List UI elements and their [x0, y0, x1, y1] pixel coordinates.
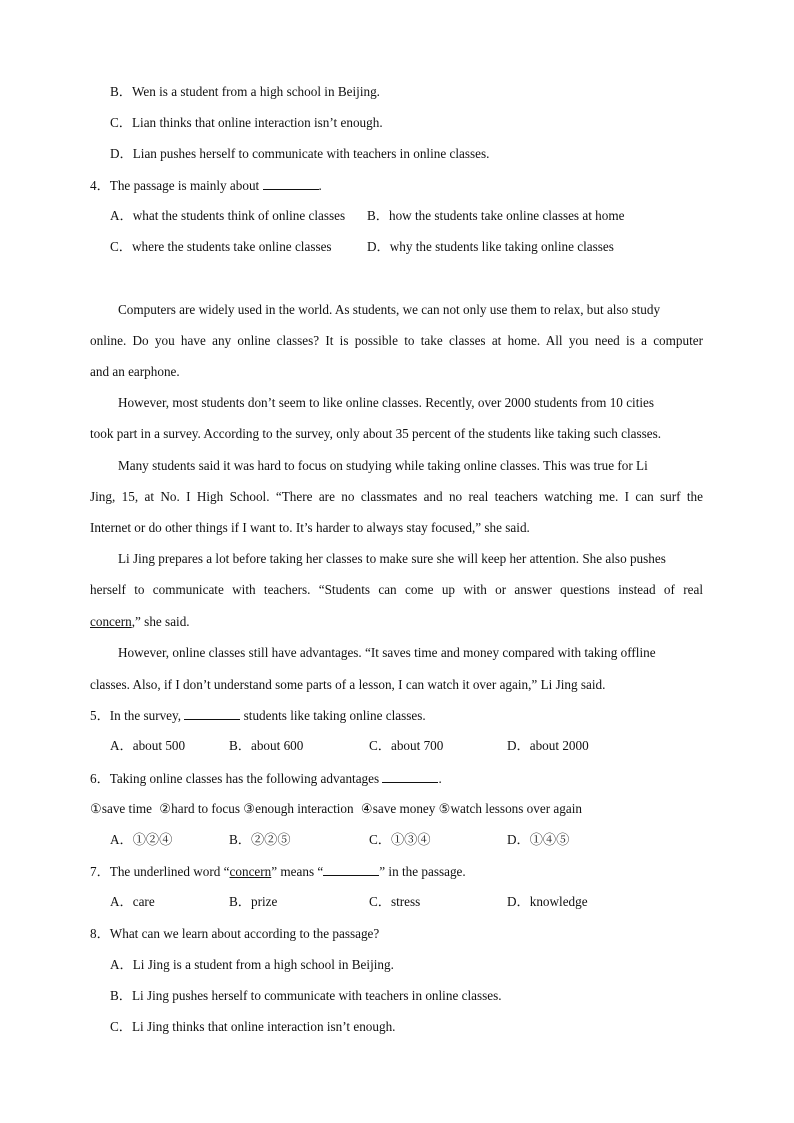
- option-text: Lian pushes herself to communicate with teachers in online classes.: [132, 146, 490, 161]
- choice-mark: ①: [90, 801, 102, 816]
- option-letter: D．: [507, 738, 530, 753]
- option-letter: D．: [367, 239, 390, 254]
- option-letter: B．: [110, 988, 132, 1003]
- q7-option-d: [507, 894, 588, 910]
- passage-p1-line2: online. Do you have any online classes? It is possible to take classes at home. All you need is a computer: [90, 333, 703, 348]
- option-text: about 600: [250, 738, 304, 753]
- passage-p4-line2: herself to communicate with teachers. “Students can come up with or answer questions instead of real: [90, 582, 703, 597]
- passage-p5-line2: classes. Also, if I don’t understand some parts of a lesson, I can watch it over again,” Li Jing said.: [90, 677, 606, 692]
- choice-text: save time: [101, 801, 152, 816]
- passage-text: ,” she said.: [131, 614, 190, 629]
- option-text: what the students think of online classes: [132, 208, 346, 223]
- q7-option-b: [229, 894, 277, 910]
- option-text: prize: [250, 894, 278, 909]
- option-text: Wen is a student from a high school in Beijing.: [131, 84, 380, 99]
- option-letter: A．: [110, 208, 133, 223]
- option-text: about 700: [390, 738, 444, 753]
- passage-p2-line1: However, most students don’t seem to like online classes. Recently, over 2000 students from 10 cities: [118, 395, 655, 410]
- option-letter: A．: [110, 832, 133, 847]
- underlined-word: concern: [90, 614, 132, 629]
- option-text: ②②⑤: [250, 832, 291, 847]
- q8-option-c: [110, 1019, 395, 1035]
- choice-text: hard to focus: [171, 801, 240, 816]
- option-text: Li Jing pushes herself to communicate with teachers in online classes.: [131, 988, 502, 1003]
- option-letter: C．: [369, 832, 391, 847]
- q5-option-c: [369, 738, 443, 754]
- choice-mark: ②: [159, 801, 172, 816]
- q6-option-c: [369, 832, 431, 848]
- passage-p4-line3: [90, 614, 190, 630]
- prev-option-c: [110, 115, 383, 131]
- question-number: 7．: [90, 864, 110, 879]
- passage-p3-line3: Internet or do other things if I want to. It’s harder to always stay focused,” she said.: [90, 520, 530, 535]
- prev-option-d: [110, 146, 489, 162]
- question-number: 4．: [90, 178, 110, 193]
- q5-option-d: [507, 738, 589, 754]
- passage-p5-line1: However, online classes still have advantages. “It saves time and money compared with taking offline: [118, 645, 656, 660]
- question-number: 6．: [90, 771, 110, 786]
- option-text: care: [132, 894, 155, 909]
- passage-p4-line1: Li Jing prepares a lot before taking her classes to make sure she will keep her attention. She also pushes: [118, 551, 666, 566]
- question-5-stem: [90, 707, 426, 724]
- option-text: stress: [390, 894, 421, 909]
- question-text: What can we learn about according to the passage?: [109, 926, 380, 941]
- option-text: how the students take online classes at home: [388, 208, 625, 223]
- option-letter: C．: [110, 1019, 132, 1034]
- q4-option-a: [110, 208, 345, 224]
- q6-option-b: [229, 832, 291, 848]
- answer-blank: [323, 863, 379, 876]
- question-text: The passage is mainly about: [109, 178, 260, 193]
- option-letter: B．: [229, 894, 251, 909]
- q8-option-b: [110, 988, 502, 1004]
- choice-text: watch lessons over again: [450, 801, 582, 816]
- option-text: why the students like taking online classes: [389, 239, 614, 254]
- choice-5: [439, 801, 582, 816]
- passage-p3-line2: Jing, 15, at No. I High School. “There are no classmates and no real teachers watching me. I can surf the: [90, 489, 703, 504]
- option-letter: A．: [110, 738, 133, 753]
- q7-option-c: [369, 894, 420, 910]
- option-letter: D．: [110, 146, 133, 161]
- question-6-stem: [90, 770, 442, 787]
- question-4-stem: [90, 177, 322, 194]
- choice-mark: ④: [360, 801, 373, 816]
- question-text: The underlined word “: [109, 864, 230, 879]
- option-letter: A．: [110, 957, 133, 972]
- passage-p1-line1: Computers are widely used in the world. As students, we can not only use them to relax, but also study: [118, 302, 661, 317]
- q6-choice-list: [90, 801, 582, 817]
- choice-3: [243, 801, 353, 816]
- passage-p1-line3: and an earphone.: [90, 364, 180, 379]
- option-letter: D．: [507, 894, 530, 909]
- underlined-word: concern: [229, 864, 272, 879]
- option-text: about 2000: [529, 738, 589, 753]
- option-letter: C．: [110, 115, 132, 130]
- option-letter: C．: [369, 738, 391, 753]
- passage-p2-line2: took part in a survey. According to the survey, only about 35 percent of the students like taking such classes.: [90, 426, 662, 441]
- option-text: Lian thinks that online interaction isn’t enough.: [131, 115, 383, 130]
- option-text: Li Jing is a student from a high school in Beijing.: [132, 957, 394, 972]
- option-letter: A．: [110, 894, 133, 909]
- q4-option-c: [110, 239, 332, 255]
- option-letter: B．: [229, 832, 251, 847]
- option-text: where the students take online classes: [131, 239, 332, 254]
- question-text: Taking online classes has the following advantages: [109, 771, 380, 786]
- q5-option-b: [229, 738, 303, 754]
- q6-option-d: [507, 832, 569, 848]
- option-letter: B．: [229, 738, 251, 753]
- passage-p3-line1: Many students said it was hard to focus on studying while taking online classes. This was true for Li: [118, 458, 648, 473]
- answer-blank: [382, 770, 438, 783]
- option-letter: C．: [110, 239, 132, 254]
- question-end: .: [438, 771, 442, 786]
- choice-text: enough interaction: [255, 801, 354, 816]
- option-letter: D．: [507, 832, 530, 847]
- question-number: 5．: [90, 708, 110, 723]
- option-letter: C．: [369, 894, 391, 909]
- option-text: ①④⑤: [529, 832, 570, 847]
- choice-mark: ⑤: [438, 801, 451, 816]
- q4-option-b: [367, 208, 624, 224]
- option-letter: B．: [110, 84, 132, 99]
- option-text: Li Jing thinks that online interaction isn’t enough.: [131, 1019, 396, 1034]
- question-text: ” in the passage.: [379, 864, 466, 879]
- choice-mark: ③: [243, 801, 256, 816]
- question-text: students like taking online classes.: [243, 708, 426, 723]
- option-letter: B．: [367, 208, 389, 223]
- question-7-stem: [90, 863, 466, 880]
- prev-option-b: [110, 84, 380, 100]
- q5-option-a: [110, 738, 185, 754]
- choice-1: [90, 801, 152, 816]
- question-text: In the survey,: [109, 708, 182, 723]
- choice-2: [159, 801, 240, 816]
- q8-option-a: [110, 957, 394, 973]
- option-text: ①③④: [390, 832, 431, 847]
- question-number: 8．: [90, 926, 110, 941]
- question-text: ” means “: [271, 864, 324, 879]
- choice-text: save money: [372, 801, 436, 816]
- answer-blank: [184, 707, 240, 720]
- q7-option-a: [110, 894, 155, 910]
- option-text: ①②④: [132, 832, 173, 847]
- question-8-stem: [90, 926, 379, 942]
- q4-option-d: [367, 239, 614, 255]
- choice-4: [361, 801, 435, 816]
- question-end: .: [318, 178, 322, 193]
- answer-blank: [263, 177, 319, 190]
- option-text: about 500: [132, 738, 186, 753]
- q6-option-a: [110, 832, 172, 848]
- option-text: knowledge: [529, 894, 588, 909]
